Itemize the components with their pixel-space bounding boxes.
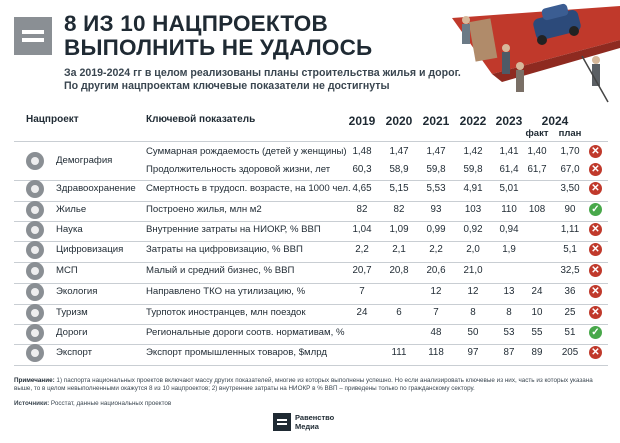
header-plan: план	[558, 128, 582, 139]
status-failed-icon: ✕	[589, 285, 602, 298]
project-name: Дороги	[56, 327, 88, 338]
brand-name-line-1: Равенство	[295, 413, 335, 422]
value-v2019: 82	[356, 204, 368, 215]
value-v2022: 1,42	[463, 146, 483, 157]
value-v2019: 1,04	[352, 224, 372, 235]
project-name: Туризм	[56, 307, 88, 318]
export-icon	[26, 344, 44, 362]
brand-equals-icon	[273, 413, 291, 431]
value-v2022: 2,0	[466, 244, 480, 255]
footnote-label: Примечание:	[14, 377, 55, 384]
value-plan: 51	[564, 327, 576, 338]
row-divider	[14, 262, 608, 263]
value-fact: 61,7	[527, 164, 547, 175]
value-v2019: 60,3	[352, 164, 372, 175]
value-v2022: 8	[470, 307, 476, 318]
row-divider	[14, 241, 608, 242]
status-failed-icon: ✕	[589, 306, 602, 319]
value-v2022: 0,92	[463, 224, 483, 235]
status-failed-icon: ✕	[589, 163, 602, 176]
value-v2021: 12	[430, 286, 442, 297]
value-v2022: 59,8	[463, 164, 483, 175]
indicator-name: Турпоток иностранцев, млн поездок	[146, 307, 306, 318]
value-plan: 90	[564, 204, 576, 215]
row-divider	[14, 141, 608, 142]
value-v2022: 103	[464, 204, 482, 215]
value-v2019: 24	[356, 307, 368, 318]
value-v2021: 20,6	[426, 265, 446, 276]
value-v2022: 12	[467, 286, 479, 297]
value-v2020: 6	[396, 307, 402, 318]
value-v2020: 2,1	[392, 244, 406, 255]
status-failed-icon: ✕	[589, 243, 602, 256]
value-v2023: 53	[503, 327, 515, 338]
value-plan: 36	[564, 286, 576, 297]
value-v2023: 0,94	[499, 224, 519, 235]
header-2022: 2022	[459, 114, 487, 128]
value-v2020: 111	[391, 347, 407, 358]
page-title	[64, 12, 424, 60]
row-divider	[14, 180, 608, 181]
indicator-name: Внутренние затраты на НИОКР, % ВВП	[146, 224, 321, 235]
value-v2020: 20,8	[389, 265, 409, 276]
title-line-1: 8 ИЗ 10 НАЦПРОЕКТОВ	[64, 11, 328, 36]
row-divider	[14, 344, 608, 345]
sme-icon	[26, 262, 44, 280]
value-v2021: 59,8	[426, 164, 446, 175]
indicator-name: Продолжительность здоровой жизни, лет	[146, 164, 331, 175]
value-fact: 10	[531, 307, 543, 318]
value-v2020: 1,09	[389, 224, 409, 235]
project-name: Цифровизация	[56, 244, 124, 255]
value-v2023: 61,4	[499, 164, 519, 175]
footnote	[14, 377, 604, 393]
indicator-name: Построено жилья, млн м2	[146, 204, 262, 215]
value-v2023: 1,41	[499, 146, 519, 157]
value-v2020: 1,47	[389, 146, 409, 157]
value-fact: 89	[531, 347, 543, 358]
value-plan: 1,11	[560, 224, 580, 235]
project-name: Наука	[56, 224, 83, 235]
roads-icon	[26, 324, 44, 342]
value-plan: 32,5	[560, 265, 580, 276]
value-v2021: 1,47	[426, 146, 446, 157]
value-fact: 108	[528, 204, 546, 215]
value-v2023: 13	[503, 286, 515, 297]
value-v2019: 4,65	[352, 183, 372, 194]
row-divider	[14, 304, 608, 305]
value-plan: 3,50	[560, 183, 580, 194]
indicator-name: Направлено ТКО на утилизацию, %	[146, 286, 306, 297]
row-divider	[14, 324, 608, 325]
status-failed-icon: ✕	[589, 223, 602, 236]
value-v2023: 8	[506, 307, 512, 318]
indicator-name: Экспорт промышленных товаров, $млрд	[146, 347, 327, 358]
row-divider	[14, 283, 608, 284]
value-plan: 25	[564, 307, 576, 318]
footnote-text: 1) паспорта национальных проектов включают массу других показателей, многие из которых выполнены успешно. Но если анализировать ключевые из них, часть из которых указана выше, то в целом невыполненными окажутся 8 из 10 нацпроектов; 2) внутренние затраты на НИОКР в % ВВП – приведены только по гражданскому сектору.	[14, 377, 593, 392]
status-failed-icon: ✕	[589, 182, 602, 195]
header-indicator: Ключевой показатель	[146, 114, 256, 125]
value-v2020: 58,9	[389, 164, 409, 175]
value-plan: 5,1	[563, 244, 577, 255]
value-fact: 24	[531, 286, 543, 297]
value-v2022: 21,0	[463, 265, 483, 276]
value-v2021: 93	[430, 204, 442, 215]
subtitle-line-2: По другим нацпроектам ключевые показатели не достигнуты	[64, 80, 390, 92]
value-v2023: 5,01	[499, 183, 519, 194]
value-v2019: 7	[359, 286, 365, 297]
value-fact: 1,40	[527, 146, 547, 157]
sources-label: Источники:	[14, 400, 50, 407]
demography-icon	[26, 152, 44, 170]
value-v2019: 2,2	[355, 244, 369, 255]
status-failed-icon: ✕	[589, 145, 602, 158]
science-icon	[26, 221, 44, 239]
value-v2021: 0,99	[426, 224, 446, 235]
value-fact: 55	[531, 327, 543, 338]
status-failed-icon: ✕	[589, 264, 602, 277]
value-v2021: 118	[428, 347, 444, 358]
indicator-name: Региональные дороги соотв. нормативам, %	[146, 327, 345, 338]
logo-equals-icon	[14, 17, 52, 55]
status-achieved-icon: ✓	[589, 203, 602, 216]
subtitle-line-1: За 2019-2024 гг в целом реализованы планы строительства жилья и дорог.	[64, 67, 461, 79]
header-2021: 2021	[422, 114, 450, 128]
project-name: Экспорт	[56, 347, 93, 358]
ecology-icon	[26, 283, 44, 301]
header-2019: 2019	[348, 114, 376, 128]
header-2024: 2024	[541, 114, 569, 128]
project-name: Демография	[56, 155, 113, 166]
value-v2023: 87	[503, 347, 515, 358]
brand-logo	[273, 411, 353, 437]
value-v2023: 110	[501, 204, 517, 215]
subtitle	[64, 67, 464, 93]
value-v2021: 2,2	[429, 244, 443, 255]
row-divider	[14, 365, 608, 366]
value-v2021: 7	[433, 307, 439, 318]
cartoon-illustration	[432, 0, 620, 112]
digital-icon	[26, 241, 44, 259]
value-v2021: 48	[430, 327, 442, 338]
header-fact: факт	[525, 128, 549, 139]
value-v2019: 1,48	[352, 146, 372, 157]
header-project: Нацпроект	[26, 114, 79, 125]
value-v2022: 97	[467, 347, 479, 358]
health-icon	[26, 180, 44, 198]
project-name: Здравоохранение	[56, 183, 136, 194]
title-line-2: ВЫПОЛНИТЬ НЕ УДАЛОСЬ	[64, 35, 373, 60]
indicator-name: Суммарная рождаемость (детей у женщины)	[146, 146, 347, 157]
value-v2020: 82	[393, 204, 405, 215]
value-v2022: 4,91	[463, 183, 483, 194]
value-plan: 67,0	[560, 164, 580, 175]
housing-icon	[26, 201, 44, 219]
tourism-icon	[26, 304, 44, 322]
header-2020: 2020	[385, 114, 413, 128]
status-achieved-icon: ✓	[589, 326, 602, 339]
status-failed-icon: ✕	[589, 346, 602, 359]
indicator-name: Смертность в трудосп. возрасте, на 1000 чел.	[146, 183, 351, 194]
brand-name-line-2: Медиа	[295, 422, 319, 431]
value-plan: 205	[561, 347, 579, 358]
project-name: МСП	[56, 265, 78, 276]
indicator-name: Затраты на цифровизацию, % ВВП	[146, 244, 303, 255]
project-name: Жилье	[56, 204, 87, 215]
value-v2023: 1,9	[502, 244, 516, 255]
value-v2022: 50	[467, 327, 479, 338]
row-divider	[14, 201, 608, 202]
project-name: Экология	[56, 286, 98, 297]
indicator-name: Малый и средний бизнес, % ВВП	[146, 265, 295, 276]
value-v2020: 5,15	[389, 183, 409, 194]
header-2023: 2023	[495, 114, 523, 128]
sources-text: Росстат, данные национальных проектов	[49, 400, 172, 407]
value-plan: 1,70	[560, 146, 580, 157]
value-v2019: 20,7	[352, 265, 372, 276]
row-divider	[14, 221, 608, 222]
sources	[14, 400, 171, 407]
value-v2021: 5,53	[426, 183, 446, 194]
